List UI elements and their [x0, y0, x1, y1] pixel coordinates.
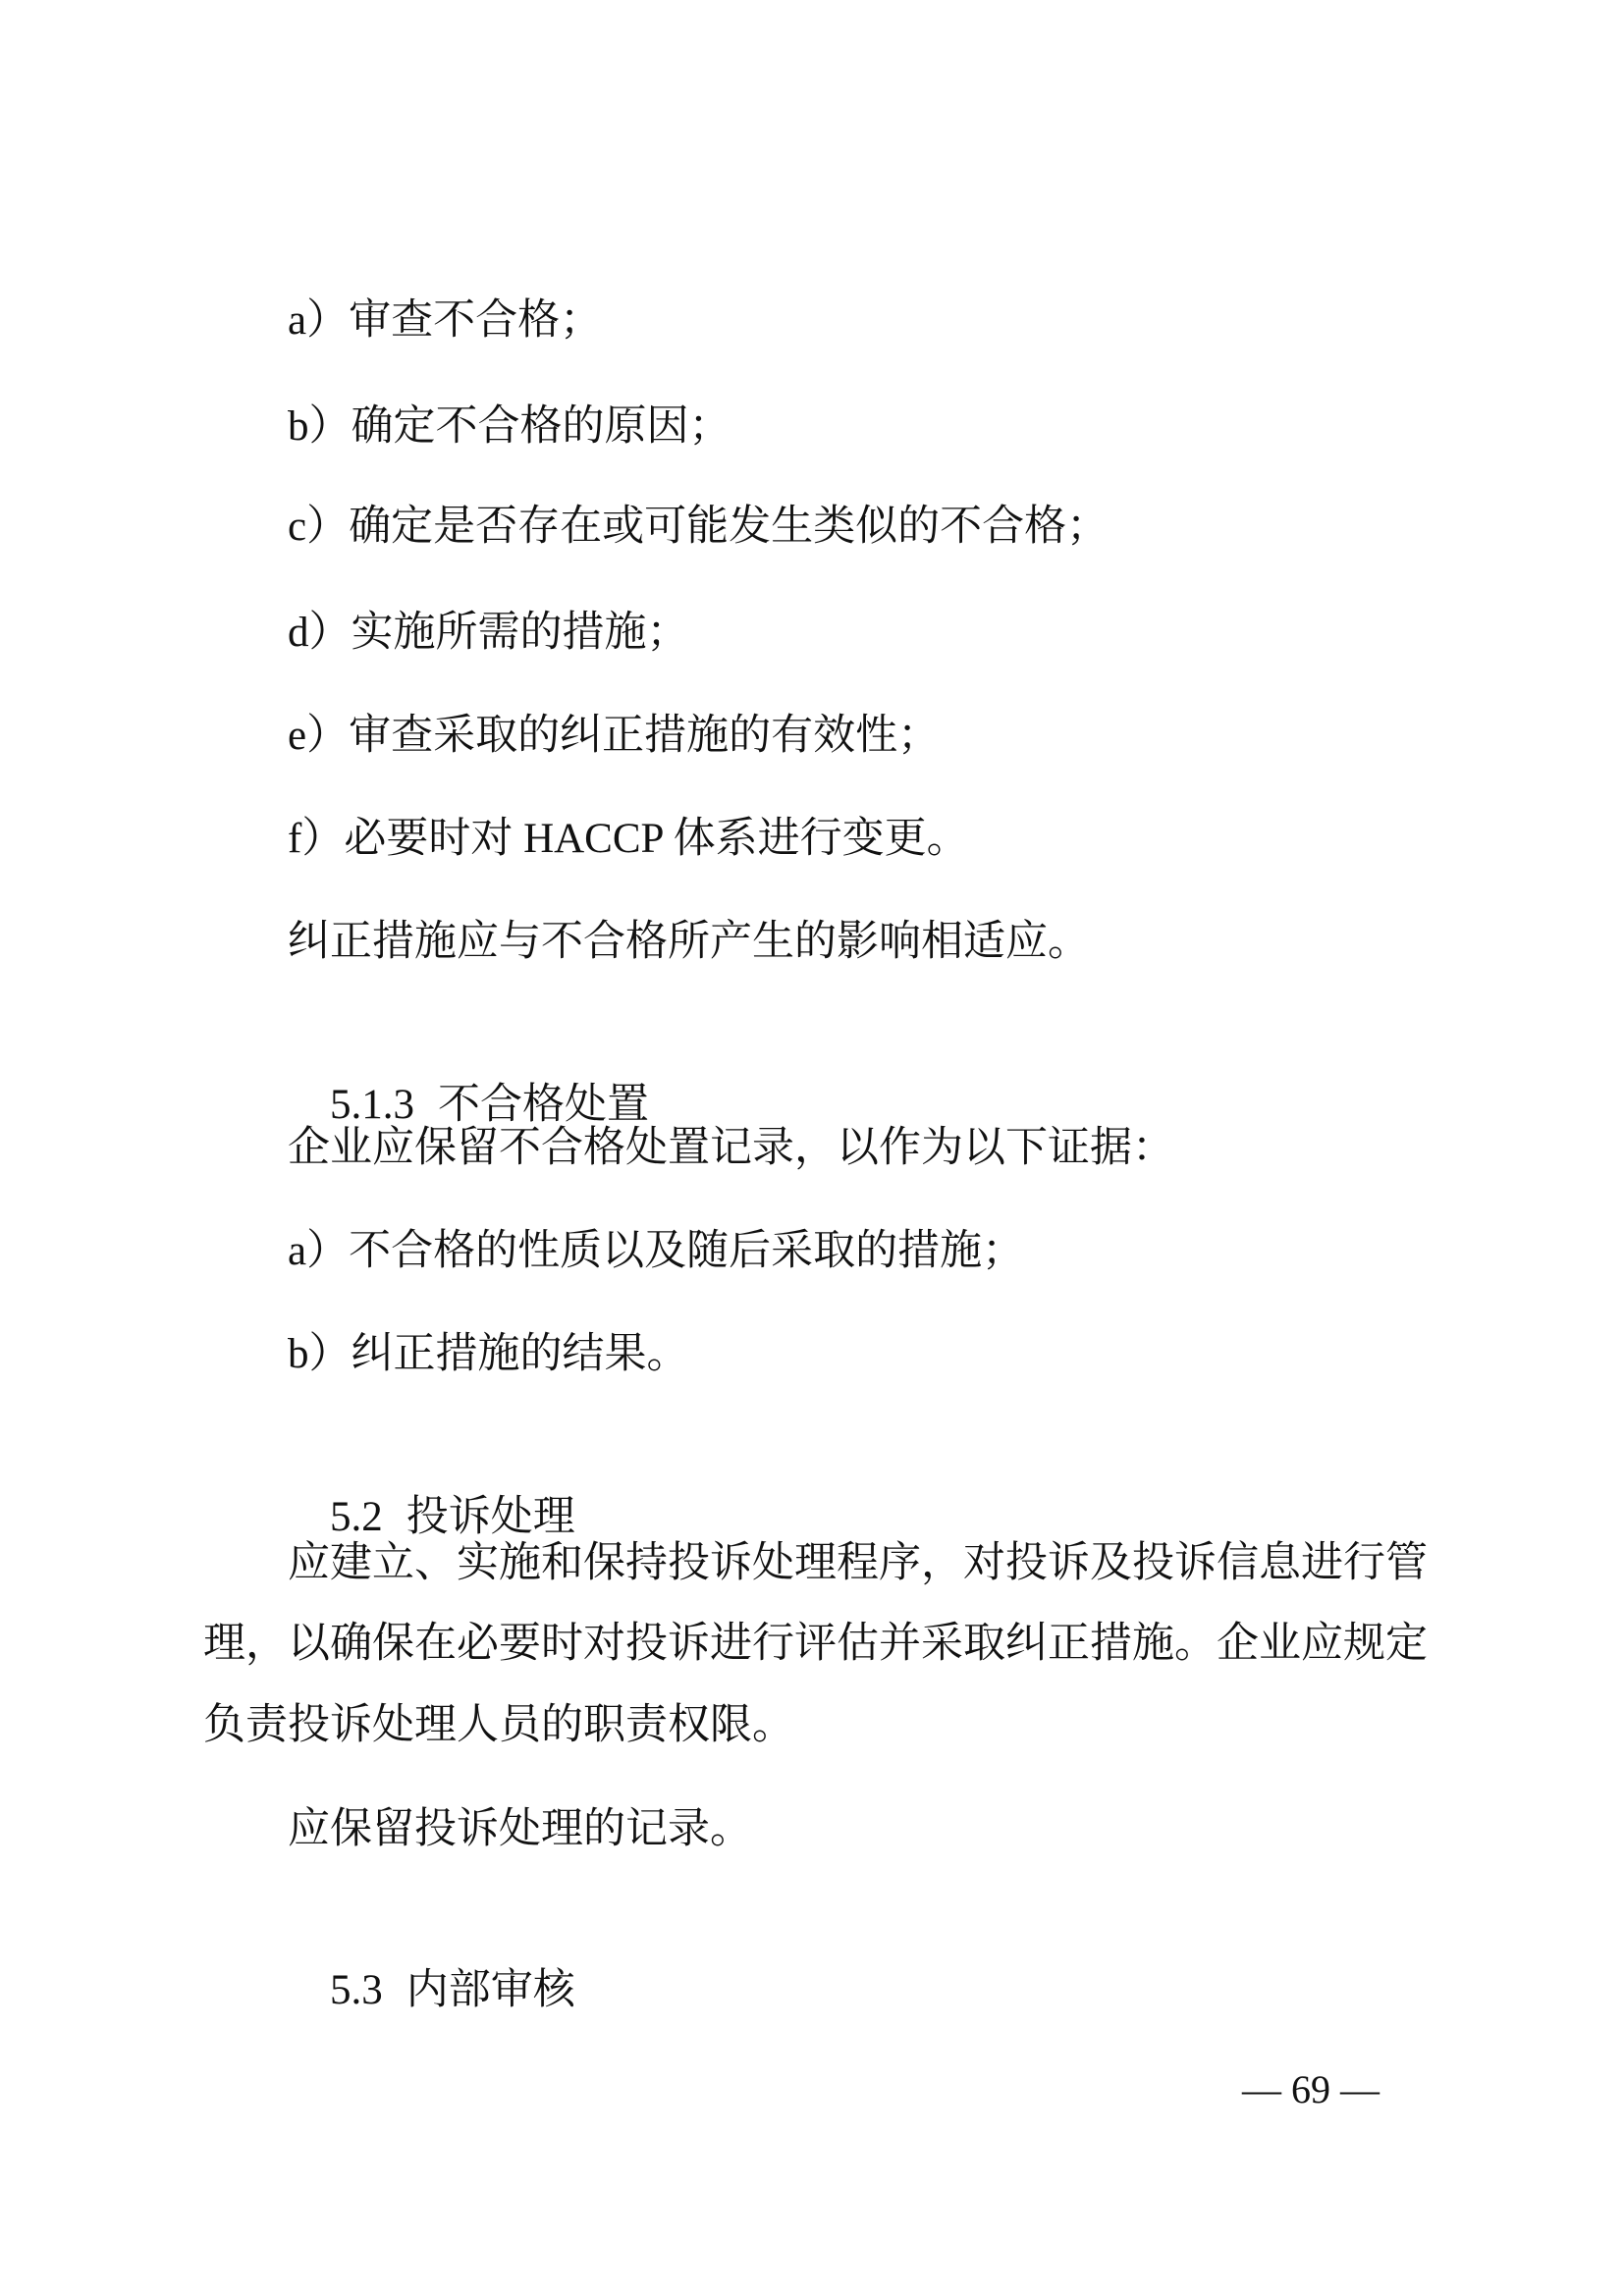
section-title: 不合格处置 — [438, 1080, 649, 1129]
paragraph-records-evidence: 企业应保留不合格处置记录，以作为以下证据： — [288, 1125, 1174, 1171]
list-item-implement-action: d）实施所需的措施； — [288, 610, 689, 656]
list-item-corrective-result: b）纠正措施的结果。 — [288, 1331, 689, 1377]
paragraph-line: 应建立、实施和保持投诉处理程序，对投诉及投诉信息进行管 — [288, 1540, 1428, 1586]
section-title: 内部审核 — [406, 1965, 575, 2014]
paragraph-line: 理，以确保在必要时对投诉进行评估并采取纠正措施。企业应规定 — [203, 1621, 1428, 1667]
page-number: — 69 — — [1242, 2067, 1380, 2111]
section-number: 5.1.3 — [330, 1082, 414, 1128]
section-heading-5-1-3 — [288, 1016, 649, 1129]
list-item-similar-nonconformity: c）确定是否存在或可能发生类似的不合格； — [288, 504, 1110, 550]
list-item-review-effectiveness: e）审查采取的纠正措施的有效性； — [288, 713, 941, 759]
list-item-review-nonconformity: a）审查不合格； — [288, 297, 603, 344]
paragraph-corrective-action: 纠正措施应与不合格所产生的影响相适应。 — [288, 919, 1090, 965]
section-heading-5-2 — [288, 1428, 575, 1541]
paragraph-line: 负责投诉处理人员的职责权限。 — [203, 1702, 794, 1748]
paragraph-complaint-records: 应保留投诉处理的记录。 — [288, 1806, 752, 1852]
section-title: 投诉处理 — [406, 1492, 575, 1541]
section-heading-5-3 — [288, 1901, 575, 2014]
list-item-nature-of-nonconformity: a）不合格的性质以及随后采取的措施； — [288, 1228, 1025, 1274]
list-item-determine-cause: b）确定不合格的原因； — [288, 403, 731, 450]
section-number: 5.2 — [330, 1494, 383, 1540]
section-number: 5.3 — [330, 1967, 383, 2013]
list-item-haccp-change: f）必要时对 HACCP 体系进行变更。 — [288, 816, 969, 862]
